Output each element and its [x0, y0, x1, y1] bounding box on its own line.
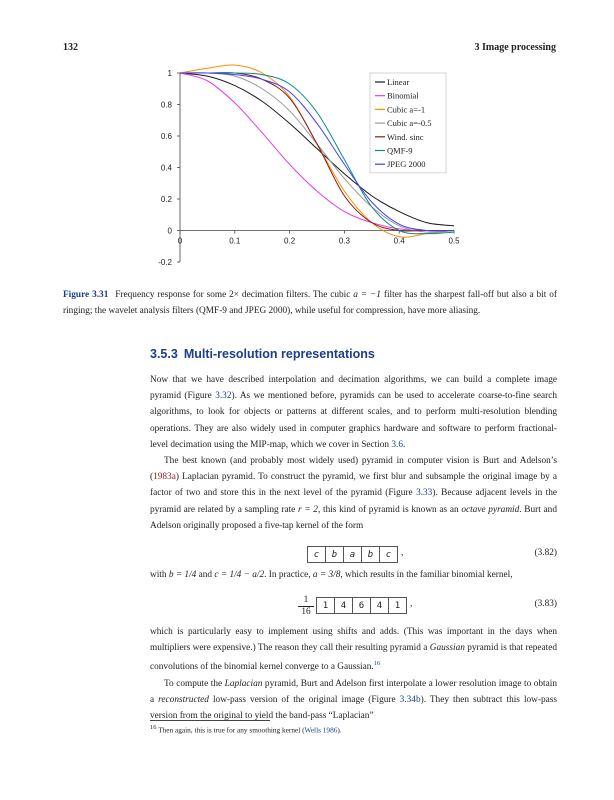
- equation-number: (3.82): [534, 548, 557, 558]
- link-figure-3-32[interactable]: 3.32: [215, 391, 232, 402]
- caption-math: a = −1: [353, 290, 381, 300]
- equation-3-82: c b a b c , (3.82): [150, 546, 557, 564]
- x-tick-label: 0.2: [284, 236, 296, 246]
- caption-text-2: filter has the sharpest fall-off but also a bit of ringing; the wavelet analysis filters (QMF-9 and JPEG 2000), while useful for compression, have more aliasing.: [63, 290, 558, 316]
- x-tick-label: 0.1: [229, 236, 241, 246]
- figure-caption: [63, 287, 557, 319]
- section-number: 3.5.3: [150, 347, 178, 361]
- y-tick-label: -0.2: [158, 258, 172, 267]
- y-tick-label: 0.8: [160, 100, 172, 110]
- legend-label: Cubic a=-1: [387, 104, 426, 115]
- caption-text: Frequency response for some 2× decimation filters. The cubic: [115, 290, 354, 300]
- footnote-rule: [150, 720, 270, 721]
- equation-number: (3.83): [534, 599, 557, 609]
- x-tick-label: 0.5: [448, 236, 460, 246]
- section-title: Multi-resolution representations: [183, 347, 375, 361]
- y-tick-label: 0.2: [160, 195, 172, 204]
- fraction-1-16: $\frac{1}{16}$: [298, 595, 314, 618]
- legend-label: Wind. sinc: [387, 131, 424, 142]
- body-text-top: [150, 372, 557, 534]
- link-figure-3-33[interactable]: 3.33: [416, 488, 433, 499]
- paragraph-4: which is particularly easy to implement using shifts and adds. (This was important in the days when multipliers were expensive.) The reason they call their resulting pyramid a Gaussian pyramid is that repeated convolutions of the binomial kernel converge to a Gaussian.$^{16}$: [150, 627, 557, 673]
- legend-label: JPEG 2000: [387, 159, 426, 170]
- paragraph-2: The best known (and probably most widely used) pyramid in computer vision is Burt and Adelson’s (1983a) Laplacian pyramid. To construct the pyramid, we first blur and subsample the original image by a factor of two and store this in the next level of the pyramid (Figure 3.33). Because adjacent levels in the pyramid are related by a sampling rate r = 2, this kind of pyramid is known as an octave pyramid. Burt and Adelson originally proposed a five-tap kernel of the form: [150, 456, 557, 531]
- y-tick-label: 1: [167, 69, 172, 78]
- y-tick-label: 0.6: [160, 132, 172, 141]
- paragraph-1: Now that we have described interpolation and decimation algorithms, we can build a complete image pyramid (Figure 3.32). As we mentioned before, pyramids can be used to accelerate coarse-to-fine search algorithms, to look for objects or patterns at different scales, and to perform multi-resolution blending operations. They are also widely used in computer graphics hardware and software to perform fractional-level decimation using the MIP-map, which we cover in Section 3.6.: [150, 375, 557, 450]
- link-citation-1983a[interactable]: 1983a: [153, 472, 176, 483]
- link-section-3-6[interactable]: 3.6: [391, 439, 404, 450]
- equation-3-83: $\frac{1}{16}$ 1 4 6 4 1 , (3.83): [150, 597, 557, 615]
- legend-label: Cubic a=-0.5: [387, 118, 432, 129]
- footnote: $^{16}$ Then again, this is true for any smoothing kernel (Wells 1986).: [150, 724, 342, 735]
- y-tick-label: 0: [167, 226, 172, 236]
- legend-label: Binomial: [387, 90, 419, 101]
- octave-pyramid-term: octave pyramid: [461, 504, 520, 515]
- legend-label: QMF-9: [387, 145, 413, 156]
- x-tick-label: 0: [177, 236, 183, 246]
- legend-label: Linear: [387, 77, 410, 87]
- kernel-cbabc: c b a b c: [307, 546, 398, 563]
- frequency-response-chart: [0, 0, 614, 280]
- page-number: 132: [63, 42, 78, 53]
- paragraph-3: with b = 1/4 and c = 1/4 − a/2. In practice, a = 3/8, which results in the familiar binomial kernel,: [150, 570, 513, 580]
- y-tick-label: 0.4: [160, 163, 172, 173]
- body-text-bottom: [150, 624, 557, 724]
- x-tick-label: 0.3: [338, 236, 350, 246]
- paragraph-5: To compute the Laplacian pyramid, Burt and Adelson first interpolate a lower resolution image to obtain a reconstructed low-pass version of the original image (Figure 3.34b). They then subtract this low-pass version from the original to yield the band-pass “Laplacian”: [150, 678, 557, 722]
- link-wells-1986[interactable]: Wells 1986: [304, 725, 338, 735]
- kernel-14641: 1 4 6 4 1: [316, 597, 407, 614]
- chapter-title: 3 Image processing: [474, 42, 556, 53]
- section-heading: [150, 347, 375, 361]
- x-tick-label: 0.4: [393, 236, 405, 246]
- footnote-mark[interactable]: 16: [373, 660, 381, 668]
- figure-label: Figure 3.31: [63, 290, 109, 300]
- link-figure-3-34b[interactable]: 3.34b: [399, 694, 421, 705]
